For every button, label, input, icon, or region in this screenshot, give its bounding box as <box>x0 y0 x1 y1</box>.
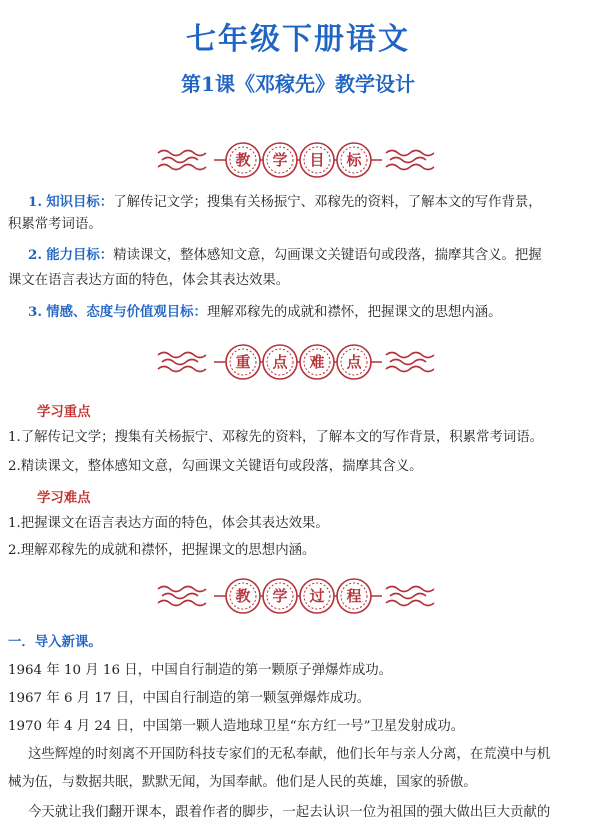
banner-char: 学 <box>272 587 288 605</box>
objective-label: 知识目标： <box>46 194 114 210</box>
banner-char: 程 <box>346 587 362 605</box>
focus-item: 1.了解传记文学；搜集有关杨振宁、邓稼先的资料，了解本文的写作背景，积累常考词语。 <box>8 430 544 445</box>
focus-item: 2.精读课文，整体感知文意，勾画课文关键语句或段落，揣摩其含义。 <box>8 459 423 474</box>
objective-label: 情感、态度与价值观目标： <box>46 304 207 320</box>
section-banner-objectives <box>0 140 596 180</box>
objective-text: 了解传记文学；搜集有关杨振宁、邓稼先的资料，了解本文的写作背景， <box>113 195 542 210</box>
objective-item-2-cont: 课文在语言表达方面的特色，体会其表达效果。 <box>8 273 290 288</box>
objective-item-1 <box>0 192 596 213</box>
banner-char: 重 <box>235 353 251 371</box>
banner-char: 点 <box>272 353 288 371</box>
objective-text: 精读课文，整体感知文意，勾画课文关键语句或段落，揣摩其含义。把握 <box>113 248 542 263</box>
process-paragraph: 今天就让我们翻开课本，跟着作者的脚步，一起去认识一位为祖国的强大做出巨大贡献的 <box>28 805 551 820</box>
objective-number: 2. <box>28 247 42 263</box>
step-heading: 一．导入新课。 <box>8 634 102 650</box>
objective-text: 理解邓稼先的成就和襟怀，把握课文的思想内涵。 <box>206 305 502 320</box>
banner-char: 难 <box>309 353 325 371</box>
banner-char: 标 <box>346 151 362 169</box>
banner-ornament <box>0 342 596 382</box>
objective-number: 3. <box>28 304 42 320</box>
process-paragraph: 1967 年 6 月 17 日，中国自行制造的第一颗氢弹爆炸成功。 <box>8 691 371 706</box>
banner-char: 点 <box>346 353 362 371</box>
difficulty-item: 1.把握课文在语言表达方面的特色，体会其表达效果。 <box>8 516 329 531</box>
difficulty-item: 2.理解邓稼先的成就和襟怀，把握课文的思想内涵。 <box>8 543 316 558</box>
process-paragraph: 1964 年 10 月 16 日，中国自行制造的第一颗原子弹爆炸成功。 <box>8 663 393 678</box>
document-subtitle: 第1课《邓稼先》教学设计 <box>181 72 415 96</box>
objective-label: 能力目标： <box>46 247 114 263</box>
banner-char: 过 <box>309 587 325 605</box>
document-title: 七年级下册语文 <box>186 22 410 57</box>
banner-char: 教 <box>235 587 251 605</box>
focus-label: 学习重点 <box>37 404 91 420</box>
banner-char: 目 <box>309 151 325 169</box>
banner-char: 教 <box>235 151 251 169</box>
process-paragraph: 这些辉煌的时刻离不开国防科技专家们的无私奉献，他们长年与亲人分离，在荒漠中与机 <box>28 747 551 762</box>
banner-char: 学 <box>272 151 288 169</box>
banner-ornament <box>0 140 596 180</box>
section-banner-process <box>0 576 596 616</box>
process-paragraph-cont: 械为伍，与数据共眠，默默无闻，为国奉献。他们是人民的英雄，国家的骄傲。 <box>8 775 477 790</box>
objective-item-3 <box>0 302 596 323</box>
objective-item-2 <box>0 245 596 266</box>
banner-ornament <box>0 576 596 616</box>
process-paragraph: 1970 年 4 月 24 日，中国第一颗人造地球卫星“东方红一号”卫星发射成功。 <box>8 719 465 734</box>
objective-number: 1. <box>28 194 42 210</box>
objective-item-1-cont: 积累常考词语。 <box>8 217 102 232</box>
section-banner-key-points <box>0 342 596 382</box>
difficulty-label: 学习难点 <box>37 490 91 506</box>
